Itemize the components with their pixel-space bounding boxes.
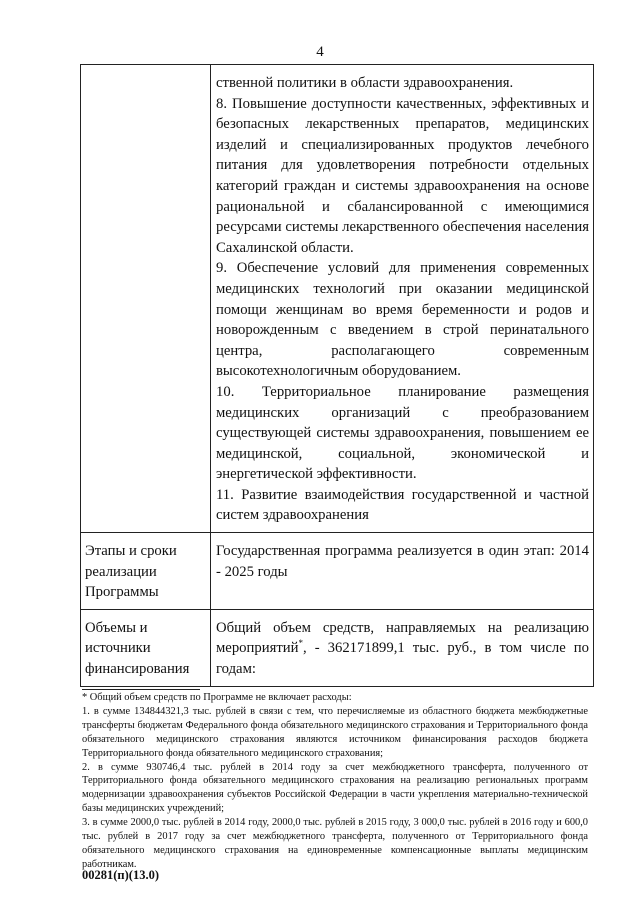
program-passport-table [80, 64, 594, 687]
footnote-item-1: 1. в сумме 134844321,3 тыс. рублей в связи с тем, что перечисляемые из областного бюджета межбюджетные трансферты бюджетам Федерального фонда обязательного медицинского страхования и Территориального фонда обязательного медицинского страхования являются источником финансирования расходов бюджета Территориального фонда обязательного медицинского страхования; [82, 705, 588, 759]
document-code: 00281(п)(13.0) [82, 868, 159, 882]
goals-paragraph-10: 10. Территориальное планирование размещения медицинских организаций с преобразованием существующей системы здравоохранения, повышением ее медицинской, социальной, экономической и энергетической эффективности. [216, 383, 589, 483]
footnote-separator [82, 689, 200, 690]
funding-text-start: Общий объем средств, направляемых на реализацию мероприятий [216, 619, 589, 657]
goals-paragraph-1: ственной политики в области здравоохранения. [216, 75, 514, 91]
row-content-goals [211, 65, 594, 533]
row-label-goals [81, 65, 211, 533]
row-label-stages: Этапы и сроки реализации Программы [81, 533, 211, 610]
footnotes [82, 691, 588, 872]
goals-paragraph-11: 11. Развитие взаимодействия государственной и частной систем здравоохранения [216, 486, 589, 524]
goals-paragraph-8: 8. Повышение доступности качественных, эффективных и безопасных лекарственных препаратов, медицинских изделий и специализированных продуктов лечебного питания для удовлетворения потребности отдельных категорий граждан и системы здравоохранения на основе рациональной и сбалансированной с имеющимися ресурсами системы лекарственного обеспечения населения Сахалинской области. [216, 95, 589, 256]
table-row-goals [81, 65, 594, 533]
funding-text-end: , - 362171899,1 тыс. руб., в том числе по годам: [216, 640, 589, 678]
footnote-mark: * [298, 638, 303, 649]
table-row-funding [81, 609, 594, 686]
goals-paragraph-9: 9. Обеспечение условий для применения современных медицинских технологий при оказании медицинской помощи женщинам во время беременности и родов и новорожденным с введением в строй перинатального центра, располагающего современным высокотехнологичным оборудованием. [216, 260, 589, 380]
footnote-item-3: 3. в сумме 2000,0 тыс. рублей в 2014 году, 2000,0 тыс. рублей в 2015 году, 3 000,0 тыс. рублей в 2016 году и 600,0 тыс. рублей в 2017 году за счет межбюджетного трансферта, полученного от Территориального фонда обязательного медицинского страхования на единовременные компенсационные выплаты медицинским работникам. [82, 817, 588, 870]
row-content-funding [211, 609, 594, 686]
row-content-stages: Государственная программа реализуется в один этап: 2014 - 2025 годы [211, 533, 594, 610]
footnote-intro: * Общий объем средств по Программе не включает расходы: [82, 692, 352, 703]
footnote-item-2: 2. в сумме 930746,4 тыс. рублей в 2014 году за счет межбюджетного трансферта, полученного от Территориального фонда обязательного медицинского страхования на реализацию региональных программ модернизации здравоохранения субъектов Российской Федерации в части укрепления материально-технической базы медицинских учреждений; [82, 761, 588, 815]
row-label-funding: Объемы и источники финансирования [81, 609, 211, 686]
page-number: 4 [316, 44, 324, 60]
table-row-stages [81, 533, 594, 610]
